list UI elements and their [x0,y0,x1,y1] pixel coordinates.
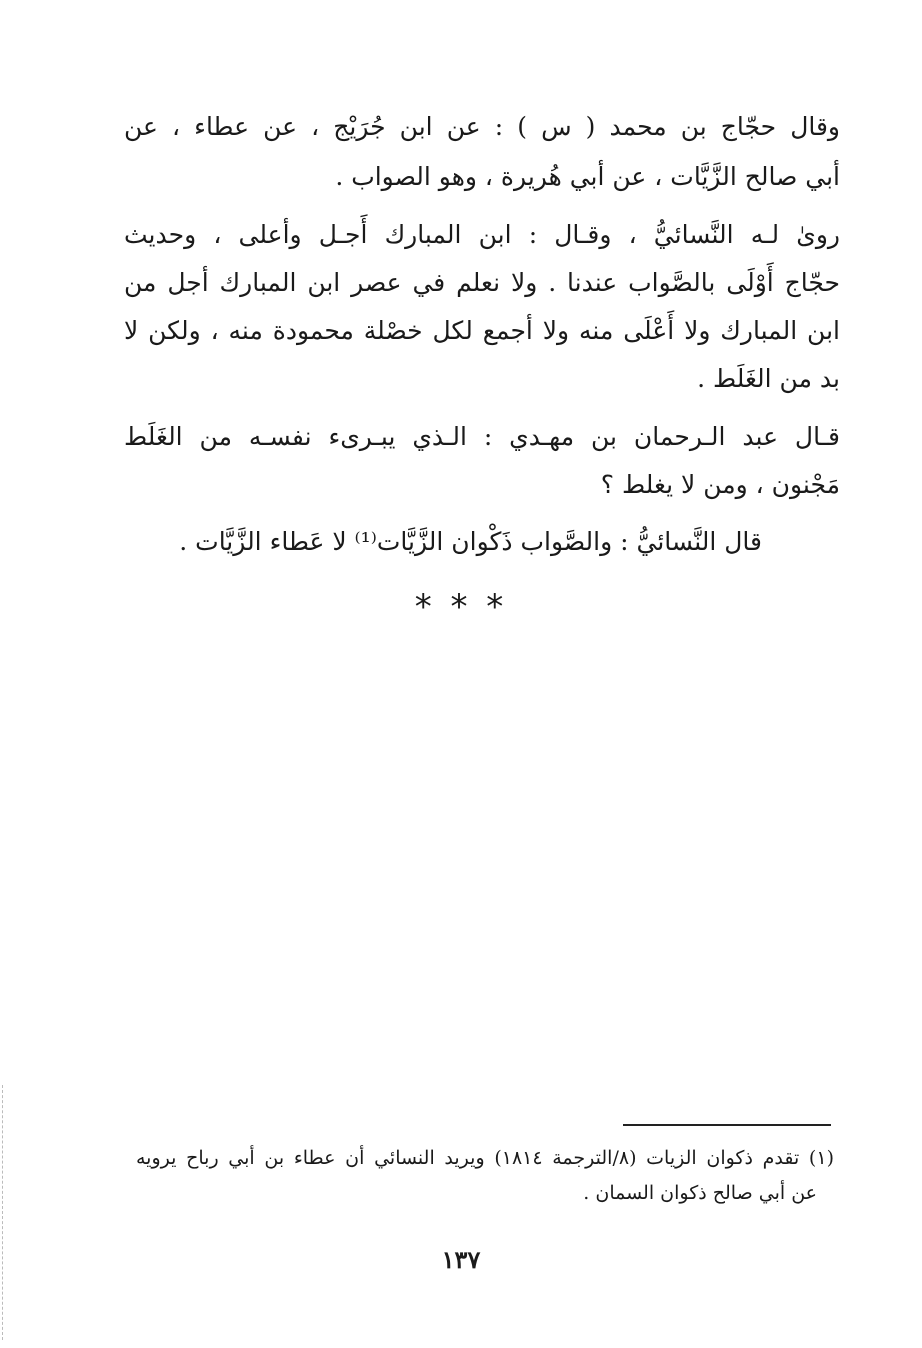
paragraph-3-line-1: قـال عبد الـرحمان بن مهـدي : الـذي يبـرىء نفسـه من الغَلَط [124,422,840,451]
paragraph-3-line-2: مَجْنون ، ومن لا يغلط ؟ [600,470,840,499]
footnote-line-2: عن أبي صالح ذكوان السمان . [583,1182,817,1204]
page-number: ١٣٧ [441,1245,481,1274]
scan-margin-marks [2,1085,5,1340]
paragraph-2-line-3: ابن المبارك ولا أَعْلَى منه ولا أجمع لكل خصْلة محمودة منه ، ولكن لا [124,316,840,345]
paragraph-1-line-2: أبي صالح الزَّيَّات ، عن أبي هُريرة ، وهو الصواب . [335,162,840,191]
paragraph-2-line-4: بد من الغَلَط . [697,364,840,393]
section-separator: * * * [414,587,508,627]
footnote-divider [623,1124,831,1126]
paragraph-1-line-1: وقال حجّاج بن محمد ( س ) : عن ابن جُرَيْج ، عن عطاء ، عن [124,112,840,141]
paragraph-4-line-1: قال النَّسائيُّ : والصَّواب ذَكْوان الزَّيَّات⁽¹⁾ لا عَطاء الزَّيَّات . [179,527,762,556]
paragraph-2-line-1: روىٰ لـه النَّسائيُّ ، وقـال : ابن المبارك أَجـل وأعلى ، وحديث [124,220,840,249]
footnote-line-1: (١) تقدم ذكوان الزيات (٨/الترجمة ١٨١٤) ويريد النسائي أن عطاء بن أبي رباح يرويه [136,1147,834,1169]
paragraph-2-line-2: حجّاج أَوْلَى بالصَّواب عندنا . ولا نعلم في عصر ابن المبارك أجل من [124,268,840,297]
